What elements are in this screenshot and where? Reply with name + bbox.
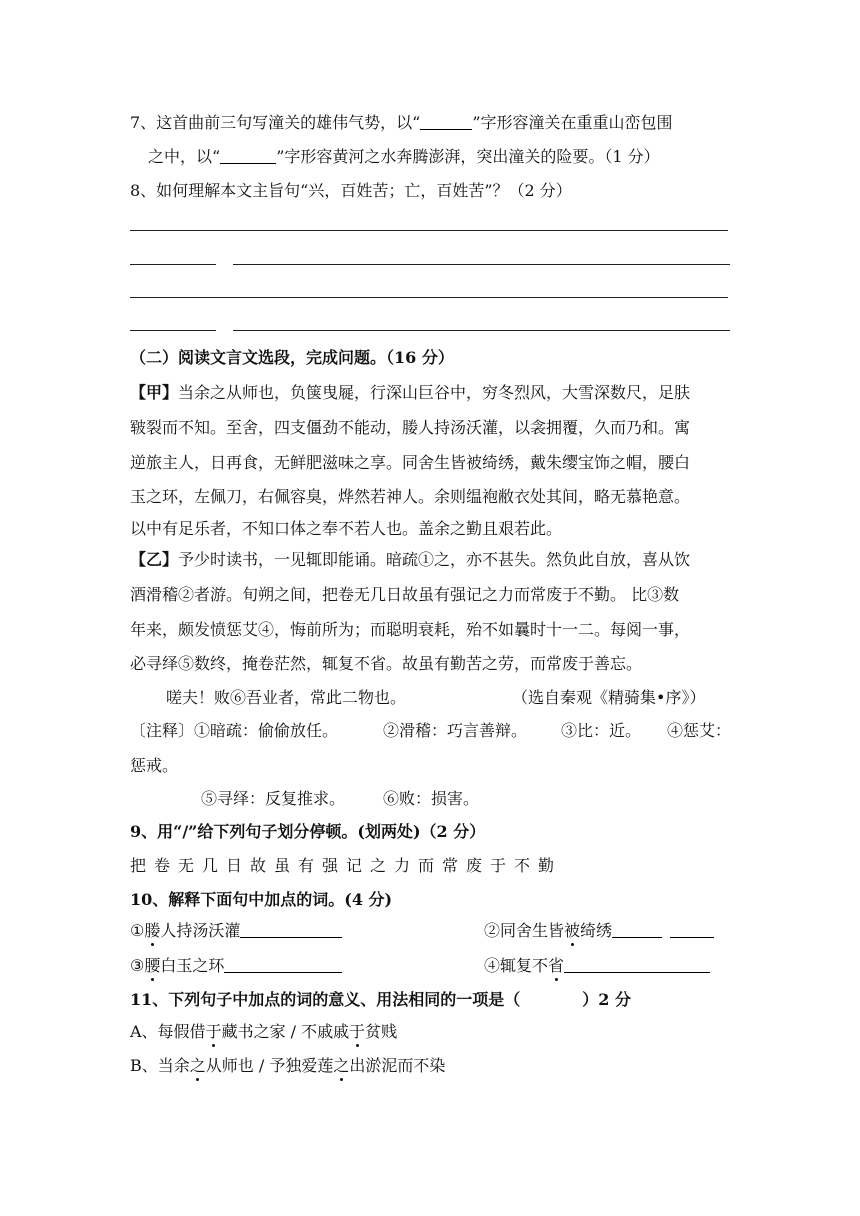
answer-blank[interactable] [224, 956, 342, 973]
note: ⑤寻绎：反复推求。 [201, 789, 346, 808]
answer-line[interactable] [130, 297, 728, 298]
dotted-word: 媵 [144, 921, 161, 940]
passage-tag: 【甲】 [130, 383, 179, 402]
question-10-item-1: ①媵人持汤沃灌 [130, 921, 342, 941]
dotted-word: 腰 [144, 956, 161, 975]
question-11-option-a: A、每假借于藏书之家 / 不戚戚于贫贱 [130, 1022, 398, 1041]
answer-blank[interactable] [564, 956, 710, 973]
answer-blank[interactable] [240, 921, 342, 938]
dotted-word: 于 [205, 1022, 222, 1041]
question-7-line-1: 7、这首曲前三句写潼关的雄伟气势，以“ ”字形容潼关在重重山峦包围 [130, 113, 673, 132]
passage-jia-line: 皲裂而不知。至舍，四支僵劲不能动，媵人持汤沃灌，以衾拥覆，久而乃和。寓 [130, 418, 691, 437]
answer-blank[interactable] [670, 921, 714, 938]
note: 惩戒。 [130, 756, 179, 775]
passage-yi-line: 年来，颇发愤惩艾④，悔前所为；而聪明衰耗，殆不如曩时十一二。每阅一事， [130, 620, 691, 639]
dotted-word: 于 [349, 1022, 366, 1041]
passage-jia-line: 【甲】当余之从师也，负箧曳屣，行深山巨谷中，穷冬烈风，大雪深数尺，足肤 [130, 383, 691, 402]
answer-blank[interactable] [612, 921, 662, 938]
question-10: 10、解释下面句中加点的词。(4 分) [130, 890, 393, 909]
question-7-line-2: 之中，以“ ”字形容黄河之水奔腾澎湃，突出潼关的险要。（1 分） [148, 147, 660, 166]
passage-jia-line: 玉之环，左佩刀，右佩容臭，烨然若神人。余则缊袍敝衣处其间，略无慕艳意。 [130, 487, 691, 506]
dotted-word: 省 [548, 956, 565, 975]
question-8: 8、如何理解本文主旨句“兴，百姓苦；亡，百姓苦”？（2 分） [130, 181, 572, 200]
question-10-item-3: ③腰白玉之环 [130, 956, 342, 976]
note: ⑥败：损害。 [383, 789, 480, 808]
answer-blank[interactable] [420, 113, 472, 130]
question-10-item-4: ④辄复不省 [484, 956, 710, 976]
question-11-option-b: B、当余之从师也 / 予独爱莲之出淤泥而不染 [130, 1056, 446, 1075]
passage-yi-last-line: 嗟夫！败⑥吾业者，常此二物也。 [166, 688, 407, 707]
dotted-word: 之 [189, 1056, 206, 1075]
note: ④惩艾： [667, 721, 732, 740]
section-2-title: （二）阅读文言文选段，完成问题。（16 分） [130, 348, 454, 367]
answer-line[interactable] [130, 230, 728, 231]
answer-line[interactable] [130, 330, 216, 331]
passage-yi-line: 必寻绎⑤数终，掩卷茫然，辄复不省。故虽有勤苦之劳，而常废于善忘。 [130, 654, 643, 673]
answer-blank[interactable] [220, 147, 276, 164]
note: ②滑稽：巧言善辩。 [383, 721, 528, 740]
passage-tag: 【乙】 [130, 550, 179, 569]
answer-line[interactable] [233, 264, 730, 265]
dotted-word: 被 [564, 921, 581, 940]
answer-line[interactable] [233, 330, 730, 331]
passage-jia-line: 以中有足乐者，不知口体之奉不若人也。盖余之勤且艰若此。 [130, 519, 563, 538]
question-11: 11、下列句子中加点的词的意义、用法相同的一项是（ ）2 分 [130, 990, 631, 1009]
passage-jia-line: 逆旅主人，日再食，无鲜肥滋味之享。同舍生皆被绮绣，戴朱缨宝饰之帽，腰白 [130, 453, 691, 472]
note: ③比：近。 [561, 721, 642, 740]
note: 〔注释〕①暗疏：偷偷放任。 [130, 721, 339, 740]
passage-yi-line: 酒滑稽②者游。旬朔之间，把卷无几日故虽有强记之力而常废于不勤。 比③数 [130, 585, 680, 604]
dotted-word: 之 [333, 1056, 350, 1075]
question-9: 9、用“/”给下列句子划分停顿。(划两处)（2 分） [130, 822, 486, 841]
answer-line[interactable] [130, 264, 216, 265]
question-9-sentence: 把卷无几日故虽有强记之力而常废于不勤 [130, 856, 563, 875]
question-10-item-2: ②同舍生皆被绮绣 [484, 921, 714, 941]
passage-yi-line: 【乙】予少时读书，一见辄即能诵。暗疏①之，亦不甚失。然负此自放，喜从饮 [130, 550, 691, 569]
passage-source: （选自秦观《精骑集•序》） [512, 688, 706, 707]
